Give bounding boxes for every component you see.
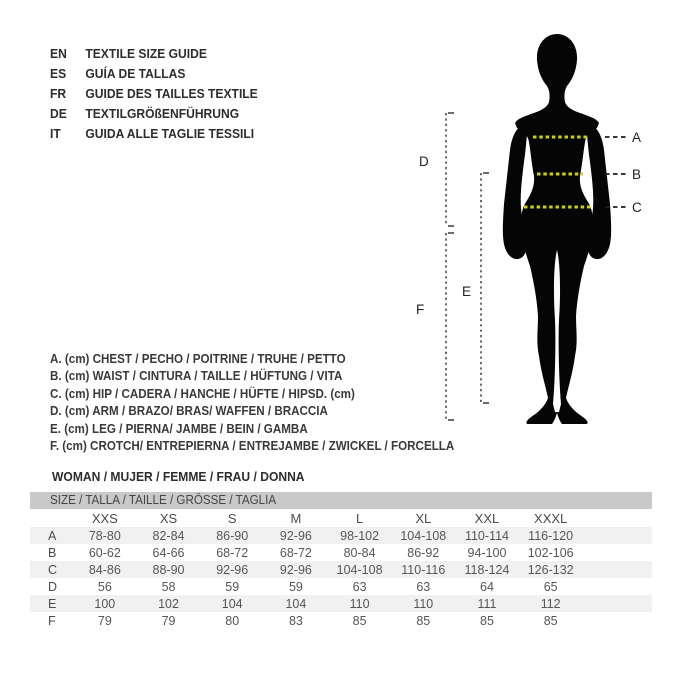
cell: 110 [413, 596, 434, 611]
cell: 63 [352, 579, 367, 594]
size-col-filler [583, 509, 653, 527]
cell: 110-116 [401, 562, 446, 577]
cell-filler [583, 544, 653, 561]
cell: 82-84 [152, 528, 185, 543]
cell: 98-102 [340, 528, 380, 543]
cell: 126-132 [527, 562, 574, 577]
row-label: F [48, 613, 56, 628]
legend-line-arm: D. (cm) ARM / BRAZO/ BRAS/ WAFFEN / BRACCIA [50, 404, 328, 419]
cell-filler [583, 527, 653, 544]
right-arm-silhouette [586, 122, 611, 259]
cell: 80-84 [343, 545, 376, 560]
cell: 85 [543, 613, 558, 628]
left-arm-silhouette [503, 122, 528, 259]
cell: 92-96 [279, 562, 312, 577]
table-row-hip [30, 561, 652, 578]
table-row-arm [30, 578, 652, 595]
row-label: A [48, 528, 57, 543]
size-col-m: M [290, 510, 302, 526]
cell: 58 [161, 579, 176, 594]
cell: 112 [540, 596, 561, 611]
measurement-legend [50, 351, 454, 455]
size-table-grid [30, 509, 652, 629]
legend-line-waist: B. (cm) WAIST / CINTURA / TAILLE / HÜFTUNG / VITA [50, 369, 343, 384]
cell: 102 [158, 596, 179, 611]
cell: 104-108 [400, 528, 447, 543]
cell-filler [583, 595, 653, 612]
row-label: D [48, 579, 58, 594]
cell: 85 [352, 613, 367, 628]
size-table-header [30, 492, 652, 509]
cell: 86-90 [216, 528, 249, 543]
cell: 85 [480, 613, 494, 628]
cell-filler [583, 561, 653, 578]
size-col-xxl: XXL [474, 510, 500, 526]
marker-label-crotch: F [416, 302, 425, 317]
size-col-xs: XS [159, 510, 178, 526]
language-title: GUIDE DES TAILLES TEXTILE [85, 86, 258, 101]
size-table [30, 492, 652, 629]
cell: 68-72 [279, 545, 312, 560]
cell: 110 [349, 596, 370, 611]
marker-label-arm: D [419, 154, 429, 169]
table-row-chest [30, 527, 652, 544]
cell: 79 [97, 613, 112, 628]
language-title: GUÍA DE TALLAS [85, 66, 186, 81]
marker-label-hip: C [632, 200, 642, 215]
cell: 92-96 [216, 562, 249, 577]
size-table-header-label: SIZE / TALLA / TAILLE / GRÖSSE / TAGLIA [50, 493, 277, 507]
language-code: EN [50, 46, 67, 61]
cell: 100 [94, 596, 116, 611]
legend-line-chest: A. (cm) CHEST / PECHO / POITRINE / TRUHE / PETTO [50, 352, 346, 366]
marker-label-waist: B [632, 167, 642, 182]
size-col-xl: XL [415, 510, 432, 526]
size-col-s: S [227, 510, 237, 526]
cell: 79 [161, 613, 176, 628]
category-title: WOMAN / MUJER / FEMME / FRAU / DONNA [52, 469, 305, 484]
language-code: DE [50, 106, 67, 121]
table-row-waist [30, 544, 652, 561]
row-label: C [48, 562, 58, 577]
legend-line-hip: C. (cm) HIP / CADERA / HANCHE / HÜFTE / HIPSD. (cm) [50, 386, 355, 401]
cell: 78-80 [88, 528, 121, 543]
cell: 63 [416, 579, 431, 594]
legend-line-crotch: F. (cm) CROTCH/ ENTREPIERNA / ENTREJAMBE / ZWICKEL / FORCELLA [50, 439, 455, 454]
size-header-row [30, 509, 652, 527]
cell: 102-106 [527, 545, 574, 560]
cell: 94-100 [467, 545, 507, 560]
cell: 104 [285, 596, 307, 611]
size-col-xxs: XXS [91, 510, 118, 526]
language-title: GUIDA ALLE TAGLIE TESSILI [85, 126, 255, 141]
language-code: IT [50, 126, 61, 141]
cell: 86-92 [407, 545, 440, 560]
cell: 111 [477, 596, 497, 611]
cell: 116-120 [528, 528, 574, 543]
cell: 68-72 [216, 545, 249, 560]
marker-label-chest: A [632, 130, 642, 145]
cell: 104 [221, 596, 243, 611]
table-row-leg [30, 595, 652, 612]
table-row-crotch [30, 612, 652, 629]
cell: 65 [543, 579, 558, 594]
cell: 64 [480, 579, 494, 594]
row-label: E [48, 596, 57, 611]
cell: 83 [288, 613, 303, 628]
legend-line-leg: E. (cm) LEG / PIERNA/ JAMBE / BEIN / GAMBA [50, 421, 308, 436]
cell: 85 [416, 613, 431, 628]
cell: 88-90 [152, 562, 185, 577]
size-col-l: L [355, 510, 364, 526]
size-header-empty [30, 509, 73, 527]
language-code: FR [50, 86, 67, 101]
cell: 56 [97, 579, 112, 594]
cell: 60-62 [88, 545, 121, 560]
cell: 64-66 [152, 545, 185, 560]
cell: 80 [225, 613, 240, 628]
cell: 59 [225, 579, 240, 594]
cell: 84-86 [88, 562, 121, 577]
cell-filler [583, 612, 653, 629]
language-code: ES [50, 66, 67, 81]
cell: 110-114 [464, 528, 509, 543]
cell: 118-124 [464, 562, 510, 577]
cell-filler [583, 578, 653, 595]
row-label: B [48, 545, 57, 560]
language-title: TEXTILE SIZE GUIDE [85, 46, 207, 61]
cell: 92-96 [279, 528, 312, 543]
language-title: TEXTILGRÖßENFÜHRUNG [85, 106, 240, 121]
size-col-xxxl: XXXL [534, 510, 568, 526]
marker-label-leg: E [462, 284, 472, 299]
cell: 104-108 [336, 562, 383, 577]
cell: 59 [288, 579, 303, 594]
